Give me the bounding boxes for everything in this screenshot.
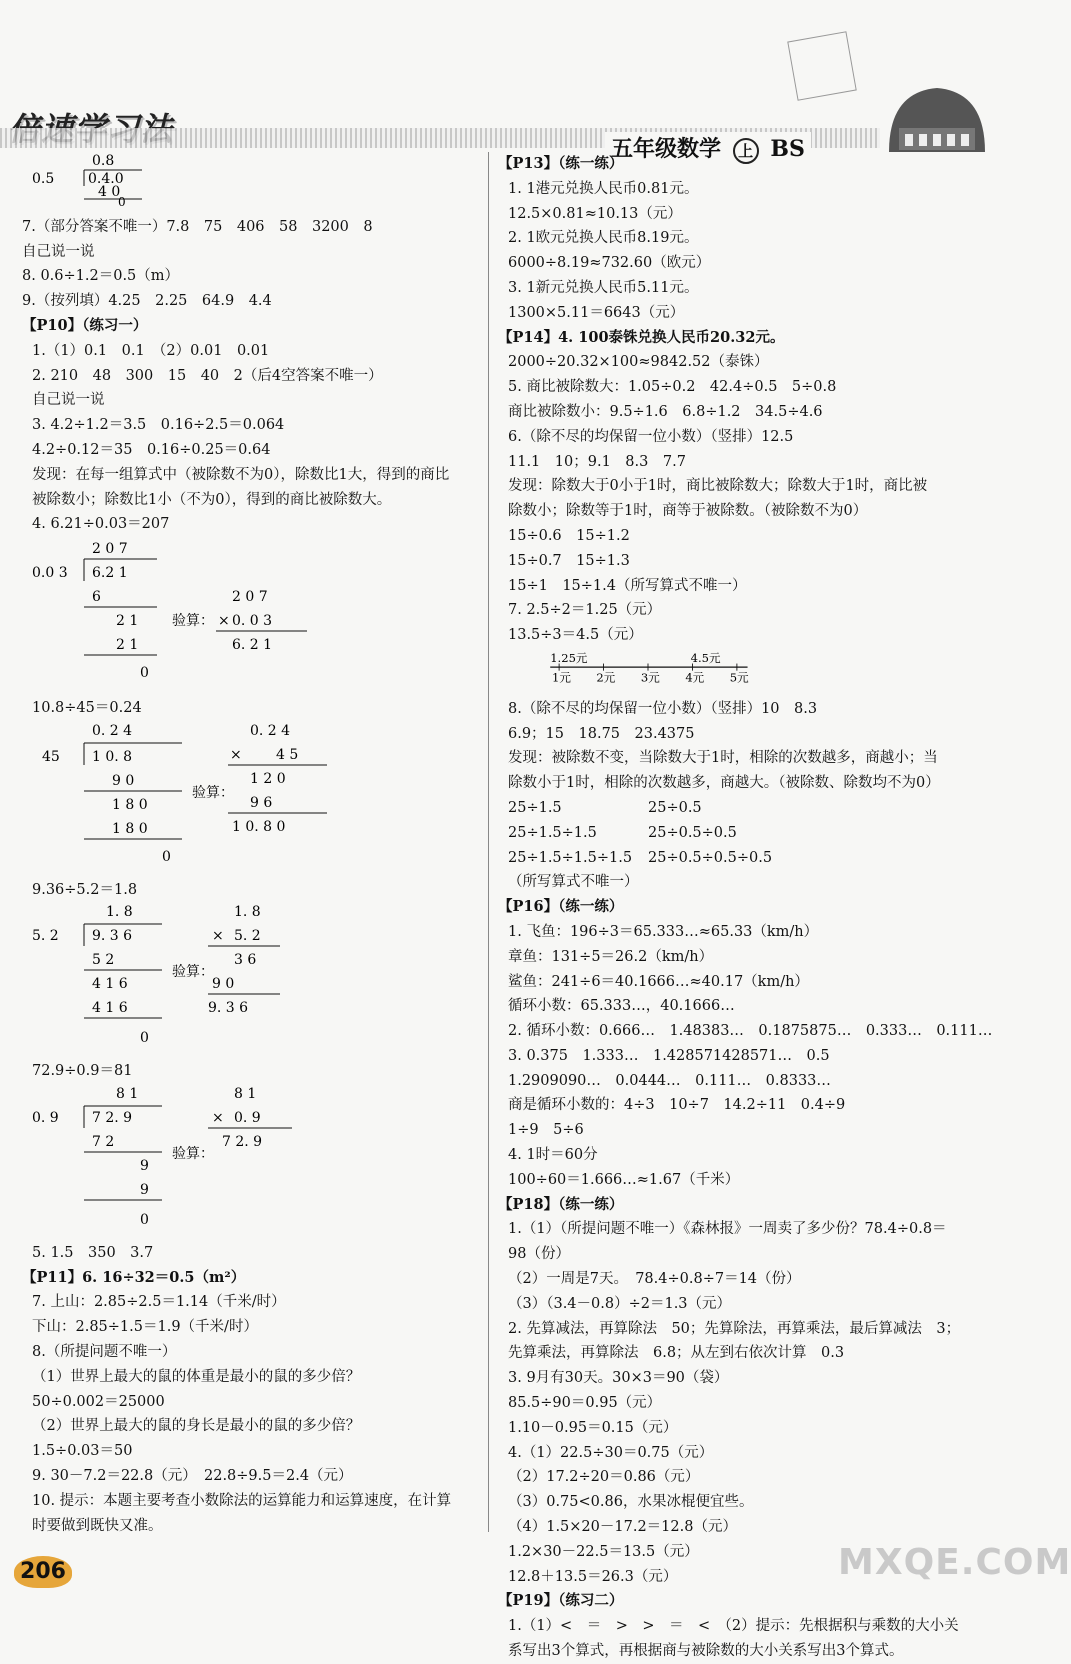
svg-text:2 0 7: 2 0 7 <box>92 541 128 558</box>
answer-line: 8.（除不尽的均保留一位小数）（竖排）10 8.3 <box>508 700 818 717</box>
answer-line: 除数小于1时，相除的次数越多，商越大。（被除数、除数均不为0） <box>508 775 940 792</box>
svg-text:×: × <box>230 746 242 763</box>
svg-text:4 1 6: 4 1 6 <box>92 1000 128 1017</box>
svg-text:8 1: 8 1 <box>116 1085 139 1102</box>
answer-line: 循环小数：65.333…，40.1666… <box>508 998 735 1015</box>
svg-text:8 1: 8 1 <box>234 1085 257 1102</box>
svg-text:×: × <box>212 1109 224 1126</box>
svg-text:9 0: 9 0 <box>112 772 135 789</box>
answer-line: 5. 商比被除数大：1.05÷0.2 42.4÷0.5 5÷0.8 <box>508 379 837 396</box>
answer-line: 9. 30－7.2＝22.8（元） 22.8÷9.5＝2.4（元） <box>32 1467 353 1484</box>
svg-text:1 8 0: 1 8 0 <box>112 820 148 837</box>
svg-text:1. 8: 1. 8 <box>234 904 261 921</box>
svg-text:9 6: 9 6 <box>250 794 273 811</box>
answer-line: 6.9；15 18.75 23.4375 <box>508 725 695 742</box>
answer-line: 4.2÷0.12＝35 0.16÷0.25＝0.64 <box>32 441 271 458</box>
section-heading: 【P18】（练一练） <box>498 1195 624 1213</box>
svg-text:0. 2 4: 0. 2 4 <box>250 722 291 739</box>
svg-text:5 2: 5 2 <box>92 952 115 969</box>
svg-text:3元: 3元 <box>640 670 660 685</box>
answer-line: 15÷0.7 15÷1.3 <box>508 552 630 569</box>
svg-text:5. 2: 5. 2 <box>32 928 59 945</box>
svg-text:0.5: 0.5 <box>32 171 55 187</box>
svg-text:验算：: 验算： <box>172 613 214 630</box>
section-heading: 【P14】4. 100泰铢兑换人民币20.32元。 <box>498 328 785 346</box>
section-heading: 【P13】（练一练） <box>498 155 624 172</box>
right-column <box>498 152 993 1664</box>
svg-text:6: 6 <box>92 589 101 606</box>
answer-line: 25÷1.5÷1.5 25÷0.5÷0.5 <box>508 824 737 841</box>
answer-line: 4.（1）22.5÷30＝0.75（元） <box>508 1444 714 1461</box>
answer-line: 2. 循环小数：0.666… 1.48383… 0.1875875… 0.333… 0.111… <box>508 1023 993 1040</box>
answer-line: （所写算式不唯一） <box>508 874 639 891</box>
answer-line: 1.5÷0.03＝50 <box>32 1443 133 1460</box>
svg-text:验算：: 验算： <box>192 784 234 801</box>
answer-line: （2）一周是7天。 78.4÷0.8÷7＝14（份） <box>508 1271 801 1288</box>
left-column <box>22 152 477 1538</box>
volume-badge: 上 <box>733 138 759 164</box>
svg-text:×: × <box>218 613 230 630</box>
answer-line: 时要做到既快又准。 <box>32 1517 163 1534</box>
answer-line: （4）1.5×20－17.2＝12.8（元） <box>508 1519 737 1536</box>
answer-line: 15÷1 15÷1.4（所写算式不唯一） <box>508 577 747 594</box>
section-heading: 【P19】（练习二） <box>498 1592 624 1610</box>
answer-line: （2）世界上最大的鼠的身长是最小的鼠的多少倍？ <box>32 1418 361 1435</box>
answer-line: 6000÷8.19≈732.60（欧元） <box>508 255 711 272</box>
answer-line: 11.1 10；9.1 8.3 7.7 <box>508 453 686 470</box>
section-heading: 【P11】6. 16÷32＝0.5（m²） <box>22 1268 246 1286</box>
answer-line: 先算乘法，再算除法 6.8；从左到右依次计算 0.3 <box>508 1345 845 1362</box>
svg-text:0.8: 0.8 <box>92 153 115 169</box>
answer-line: 1300×5.11＝6643（元） <box>508 304 685 321</box>
answer-line: 98（份） <box>508 1246 570 1263</box>
svg-text:2 1: 2 1 <box>116 613 139 630</box>
section-heading: 【P10】（练习一） <box>22 316 148 334</box>
svg-text:7 2: 7 2 <box>92 1133 115 1150</box>
section-heading: 【P16】（练一练） <box>498 898 624 916</box>
svg-text:1 8 0: 1 8 0 <box>112 796 148 813</box>
svg-text:5元: 5元 <box>729 670 749 685</box>
svg-text:0.0 3: 0.0 3 <box>32 565 68 582</box>
answer-line: 发现：在每一组算式中（被除数不为0），除数比1大，得到的商比 <box>32 466 450 483</box>
answer-line: 系写出3个算式，再根据商与被除数的大小关系写出3个算式。 <box>508 1643 904 1660</box>
answer-line: 2000÷20.32×100≈9842.52（泰铢） <box>508 354 769 371</box>
svg-text:4 1 6: 4 1 6 <box>92 976 128 993</box>
answer-line: 8. 0.6÷1.2＝0.5（m） <box>22 268 180 285</box>
answer-line: 被除数小；除数比1小（不为0），得到的商比被除数大。 <box>32 491 392 508</box>
svg-text:验算：: 验算： <box>172 1145 214 1162</box>
svg-text:9: 9 <box>140 1157 149 1174</box>
answer-line: 7. 上山：2.85÷2.5＝1.14（千米/时） <box>32 1294 286 1311</box>
svg-text:9. 3 6: 9. 3 6 <box>92 928 133 945</box>
svg-text:0.4.0: 0.4.0 <box>88 171 124 187</box>
svg-text:9: 9 <box>140 1181 149 1198</box>
answer-line: 除数小；除数等于1时，商等于被除数。（被除数不为0） <box>508 503 868 520</box>
answer-line: 12.8＋13.5＝26.3（元） <box>508 1568 678 1585</box>
column-divider <box>488 152 489 1532</box>
answer-line: 自己说一说 <box>22 243 95 260</box>
svg-text:3 6: 3 6 <box>234 952 257 969</box>
answer-line: 商比被除数小：9.5÷1.6 6.8÷1.2 34.5÷4.6 <box>508 403 823 420</box>
svg-text:7 2. 9: 7 2. 9 <box>92 1109 133 1126</box>
svg-text:0. 9: 0. 9 <box>32 1109 59 1126</box>
svg-text:验算：: 验算： <box>172 964 214 981</box>
svg-text:1. 8: 1. 8 <box>106 904 133 921</box>
answer-line: 鲨鱼：241÷6＝40.1666…≈40.17（km/h） <box>508 973 809 990</box>
answer-line: 章鱼：131÷5＝26.2（km/h） <box>508 948 714 965</box>
answer-line: 发现：被除数不变，当除数大于1时，相除的次数越多，商越小；当 <box>508 750 938 767</box>
svg-text:7 2. 9: 7 2. 9 <box>222 1133 263 1150</box>
answer-line: 1. 1港元兑换人民币0.81元。 <box>508 180 699 197</box>
answer-line: 3. 0.375 1.333… 1.428571428571… 0.5 <box>508 1047 830 1064</box>
answer-line: 25÷1.5÷1.5÷1.5 25÷0.5÷0.5÷0.5 <box>508 849 773 866</box>
answer-line: 72.9÷0.9＝81 <box>32 1063 133 1080</box>
long-division-2 <box>22 721 462 869</box>
svg-text:1.25元: 1.25元 <box>550 650 588 665</box>
svg-text:45: 45 <box>42 748 60 765</box>
svg-text:2 0 7: 2 0 7 <box>232 589 268 606</box>
grade-subject: 五年级数学 <box>611 136 722 162</box>
answer-line: （2）17.2÷20＝0.86（元） <box>508 1469 700 1486</box>
answer-line: 1.2×30－22.5＝13.5（元） <box>508 1543 699 1560</box>
answer-line: 下山：2.85÷1.5＝1.9（千米/时） <box>32 1319 258 1336</box>
svg-text:4 5: 4 5 <box>276 746 299 763</box>
svg-text:2元: 2元 <box>596 670 616 685</box>
svg-text:4.5元: 4.5元 <box>690 650 721 665</box>
answer-line: 2. 1欧元兑换人民币8.19元。 <box>508 230 699 247</box>
svg-text:0. 2 4: 0. 2 4 <box>92 722 133 739</box>
answer-line: 1.（1）0.1 0.1 （2）0.01 0.01 <box>32 342 270 359</box>
svg-text:×: × <box>212 928 224 945</box>
answer-line: 1. 飞鱼：196÷3＝65.333…≈65.33（km/h） <box>508 923 819 940</box>
long-division-top <box>22 152 222 209</box>
answer-line: 2. 210 48 300 15 40 2（后4空答案不唯一） <box>32 367 383 384</box>
svg-text:9 0: 9 0 <box>212 976 235 993</box>
answer-line: 3. 4.2÷1.2＝3.5 0.16÷2.5＝0.064 <box>32 417 285 434</box>
svg-text:0. 9: 0. 9 <box>234 1109 261 1126</box>
answer-line: 6.（除不尽的均保留一位小数）（竖排）12.5 <box>508 428 794 445</box>
answer-line: （1）世界上最大的鼠的体重是最小的鼠的多少倍？ <box>32 1368 361 1385</box>
svg-text:5. 2: 5. 2 <box>234 928 261 945</box>
number-line <box>498 652 798 684</box>
svg-text:9. 3 6: 9. 3 6 <box>208 1000 249 1017</box>
answer-line: 13.5÷3＝4.5（元） <box>508 627 643 644</box>
answer-line: 25÷1.5 25÷0.5 <box>508 799 702 816</box>
svg-text:0: 0 <box>140 1030 149 1047</box>
answer-line: 10.8÷45＝0.24 <box>32 699 142 716</box>
long-division-1 <box>22 537 462 687</box>
svg-text:0. 0 3: 0. 0 3 <box>232 613 273 630</box>
answer-line: 100÷60＝1.666…≈1.67（千米） <box>508 1171 740 1188</box>
svg-text:1 2 0: 1 2 0 <box>250 770 286 787</box>
dome-icon <box>885 82 989 154</box>
answer-line: 3. 1新元兑换人民币5.11元。 <box>508 279 699 296</box>
answer-line: 9.36÷5.2＝1.8 <box>32 881 138 898</box>
answer-line: 7.（部分答案不唯一）7.8 75 406 58 3200 8 <box>22 218 373 235</box>
svg-text:6.2 1: 6.2 1 <box>92 565 128 582</box>
answer-line: 发现：除数大于0小于1时，商比被除数大；除数大于1时，商比被 <box>508 478 928 495</box>
answer-line: 1÷9 5÷6 <box>508 1122 584 1139</box>
svg-text:4 0: 4 0 <box>98 184 121 200</box>
stamp-icon <box>787 31 857 101</box>
answer-line: 3. 9月有30天。30×3＝90（袋） <box>508 1370 729 1387</box>
answer-line: 4. 6.21÷0.03＝207 <box>32 516 170 533</box>
long-division-4 <box>22 1084 462 1232</box>
answer-line: 1.（1）（所提问题不唯一）《森林报》一周卖了多少份？78.4÷0.8＝ <box>508 1221 947 1238</box>
answer-line: 1.10－0.95＝0.15（元） <box>508 1419 678 1436</box>
answer-line: 50÷0.002＝25000 <box>32 1393 165 1410</box>
answer-line: 1.2909090… 0.0444… 0.111… 0.8333… <box>508 1072 831 1089</box>
svg-text:2 1: 2 1 <box>116 637 139 654</box>
answer-line: 12.5×0.81≈10.13（元） <box>508 205 682 222</box>
answer-line: 商是循环小数的：4÷3 10÷7 14.2÷11 0.4÷9 <box>508 1097 846 1114</box>
svg-text:0: 0 <box>118 195 126 209</box>
svg-text:1 0. 8 0: 1 0. 8 0 <box>232 818 286 835</box>
edition-label: BS <box>770 136 805 162</box>
watermark: MXQE.COM <box>838 1542 1071 1583</box>
answer-line: （3）0.75<0.86，水果冰棍便宜些。 <box>508 1494 754 1511</box>
answer-line: 自己说一说 <box>32 392 105 409</box>
long-division-3 <box>22 902 462 1050</box>
answer-line: 8.（所提问题不唯一） <box>32 1343 177 1360</box>
answer-line: 5. 1.5 350 3.7 <box>32 1244 154 1261</box>
svg-text:4元: 4元 <box>685 670 705 685</box>
svg-text:1 0. 8: 1 0. 8 <box>92 748 133 765</box>
answer-line: （3）（3.4－0.8）÷2＝1.3（元） <box>508 1295 732 1312</box>
answer-line: 1.（1）< ＝ > > ＝ < （2）提示：先根据积与乘数的大小关 <box>508 1618 959 1635</box>
svg-text:1元: 1元 <box>552 670 571 685</box>
answer-line: 9.（按列填）4.25 2.25 64.9 4.4 <box>22 293 272 310</box>
svg-text:6. 2 1: 6. 2 1 <box>232 637 273 654</box>
page-number: 206 <box>14 1556 72 1588</box>
answer-line: 85.5÷90＝0.95（元） <box>508 1395 662 1412</box>
answer-line: 7. 2.5÷2＝1.25（元） <box>508 602 662 619</box>
svg-text:0: 0 <box>162 848 171 865</box>
svg-text:0: 0 <box>140 665 149 682</box>
answer-line: 10. 提示：本题主要考查小数除法的运算能力和运算速度，在计算 <box>32 1492 452 1509</box>
svg-text:0: 0 <box>140 1211 149 1228</box>
answer-line: 4. 1时＝60分 <box>508 1147 598 1164</box>
answer-line: 2. 先算减法，再算除法 50；先算除法，再算乘法，最后算减法 3； <box>508 1320 961 1337</box>
answer-line: 15÷0.6 15÷1.2 <box>508 527 630 544</box>
